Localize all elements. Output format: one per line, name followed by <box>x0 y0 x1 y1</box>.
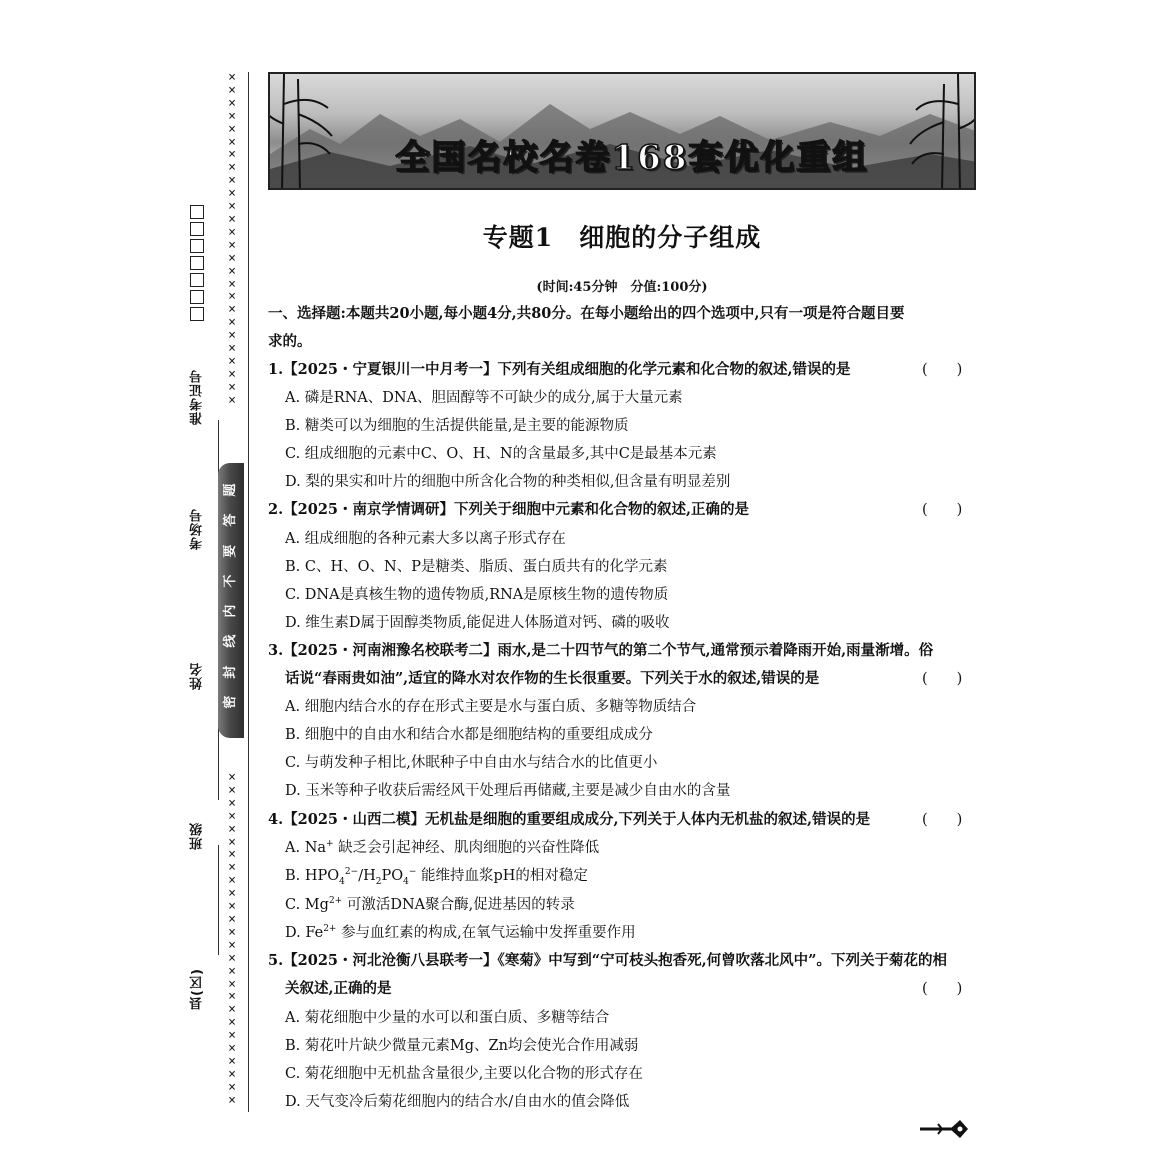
x-mark: × <box>228 795 236 811</box>
x-mark: × <box>228 1041 236 1057</box>
banner-title: 全国名校名卷168套优化重组 <box>395 138 869 178</box>
question-2-option-c: C. DNA是真核生物的遗传物质,RNA是原核生物的遗传物质 <box>285 587 669 603</box>
x-mark: × <box>228 121 236 137</box>
question-5-option-d: D. 天气变冷后菊花细胞内的结合水/自由水的值会降低 <box>285 1094 630 1110</box>
x-mark: × <box>228 302 236 318</box>
question-4-option-b: B. $HPO_4^{2-}/H_2PO_4^-$ 能维持血浆pH的相对稳定 <box>285 867 588 887</box>
x-mark: × <box>228 134 236 150</box>
x-mark: × <box>228 1066 236 1082</box>
field-label-exam-number: 准考证号 <box>190 369 205 425</box>
x-mark: × <box>228 108 236 124</box>
x-mark: × <box>228 847 236 863</box>
section-instructions: 一、选择题:本题共20小题,每小题4分,共80分。在每小题给出的四个选项中,只有一项是符合题目要 <box>268 305 905 322</box>
x-mark: × <box>228 392 236 408</box>
x-mark: × <box>228 379 236 395</box>
x-mark: × <box>228 366 236 382</box>
x-mark: × <box>228 147 236 163</box>
x-mark: × <box>228 237 236 253</box>
exam-meta: (时间:45分钟 分值:100分) <box>536 280 708 295</box>
x-mark: × <box>228 899 236 915</box>
question-1-stem: 1.【2025・宁夏银川一中月考一】下列有关组成细胞的化学元素和化合物的叙述,错误的是 <box>268 361 851 378</box>
question-5-option-b: B. 菊花叶片缺少微量元素Mg、Zn均会使光合作用减弱 <box>285 1038 639 1054</box>
page-ornament-icon <box>920 1118 970 1140</box>
question-5-option-c: C. 菊花细胞中无机盐含量很少,主要以化合物的形式存在 <box>285 1066 643 1082</box>
section-instructions-cont: 求的。 <box>268 333 312 350</box>
question-1-option-b: B. 糖类可以为细胞的生活提供能量,是主要的能源物质 <box>285 418 629 434</box>
question-4-option-a: A. Na+ 缺乏会引起神经、肌肉细胞的兴奋性降低 <box>285 839 600 856</box>
x-mark: × <box>228 341 236 357</box>
field-line-class <box>218 845 219 955</box>
x-mark: × <box>228 199 236 215</box>
x-mark: × <box>228 353 236 369</box>
question-4-option-d: D. $Fe^{2+}$ 参与血红素的构成,在氧气运输中发挥重要作用 <box>285 924 636 941</box>
field-label-county: 县(区) <box>190 968 205 1010</box>
x-mark: × <box>228 1002 236 1018</box>
question-4-stem: 4.【2025・山西二模】无机盐是细胞的重要组成成分,下列关于人体内无机盐的叙述,错误的是 <box>268 811 871 828</box>
answer-bracket[interactable]: ( ) <box>922 812 963 828</box>
question-2-option-d: D. 维生素D属于固醇类物质,能促进人体肠道对钙、磷的吸收 <box>285 615 670 631</box>
exam-number-boxes[interactable] <box>190 205 206 324</box>
question-1-option-a: A. 磷是RNA、DNA、胆固醇等不可缺少的成分,属于大量元素 <box>285 390 683 406</box>
question-1-option-c: C. 组成细胞的元素中C、O、H、N的含量最多,其中C是最基本元素 <box>285 446 717 462</box>
x-mark: × <box>228 186 236 202</box>
question-2-option-b: B. C、H、O、N、P是糖类、脂质、蛋白质共有的化学元素 <box>285 559 668 575</box>
x-mark: × <box>228 211 236 227</box>
x-mark: × <box>228 924 236 940</box>
x-mark: × <box>228 989 236 1005</box>
question-4-option-c: C. $Mg^{2+}$ 可激活DNA聚合酶,促进基因的转录 <box>285 896 575 913</box>
x-mark: × <box>228 976 236 992</box>
question-1-option-d: D. 梨的果实和叶片的细胞中所含化合物的种类相似,但含量有明显差别 <box>285 474 731 490</box>
margin-divider-line <box>248 72 249 1112</box>
x-mark: × <box>228 963 236 979</box>
x-mark-column-lower <box>224 772 240 1112</box>
x-mark: × <box>228 873 236 889</box>
x-mark: × <box>228 72 236 85</box>
x-mark: × <box>228 173 236 189</box>
question-2-option-a: A. 组成细胞的各种元素大多以离子形式存在 <box>285 531 566 547</box>
question-3-option-c: C. 与萌发种子相比,休眠种子中自由水与结合水的比值更小 <box>285 755 658 771</box>
x-mark: × <box>228 886 236 902</box>
x-mark: × <box>228 224 236 240</box>
x-mark: × <box>228 1015 236 1031</box>
x-mark: × <box>228 263 236 279</box>
field-label-room: 考场号 <box>190 508 205 550</box>
field-label-class: 班级 <box>190 822 205 850</box>
x-mark: × <box>228 808 236 824</box>
question-3-option-d: D. 玉米等种子收获后需经风干处理后再储藏,主要是减少自由水的含量 <box>285 783 731 799</box>
question-3-option-b: B. 细胞中的自由水和结合水都是细胞结构的重要组成成分 <box>285 727 653 743</box>
answer-bracket[interactable]: ( ) <box>922 502 963 518</box>
x-mark: × <box>228 821 236 837</box>
x-mark: × <box>228 1079 236 1095</box>
x-mark: × <box>228 250 236 266</box>
x-mark: × <box>228 1028 236 1044</box>
field-label-name: 姓名 <box>190 662 205 690</box>
x-mark-column-upper <box>224 72 240 417</box>
x-mark: × <box>228 315 236 331</box>
question-3-stem-cont: 话说“春雨贵如油”,适宜的降水对农作物的生长很重要。下列关于水的叙述,错误的是 <box>285 670 820 687</box>
x-mark: × <box>228 160 236 176</box>
x-mark: × <box>228 834 236 850</box>
x-mark: × <box>228 95 236 111</box>
x-mark: × <box>228 82 236 98</box>
x-mark: × <box>228 289 236 305</box>
question-2-stem: 2.【2025・南京学情调研】下列关于细胞中元素和化合物的叙述,正确的是 <box>268 501 750 518</box>
question-5-stem-cont: 关叙述,正确的是 <box>285 980 392 997</box>
answer-bracket[interactable]: ( ) <box>922 362 963 378</box>
x-mark: × <box>228 782 236 798</box>
x-mark: × <box>228 276 236 292</box>
x-mark: × <box>228 1053 236 1069</box>
answer-bracket[interactable]: ( ) <box>922 981 963 997</box>
x-mark: × <box>228 911 236 927</box>
seal-line-text: 题 答 要 不 内 线 封 密 <box>222 483 238 709</box>
question-5-option-a: A. 菊花细胞中少量的水可以和蛋白质、多糖等结合 <box>285 1010 610 1026</box>
x-mark: × <box>228 950 236 966</box>
x-mark: × <box>228 860 236 876</box>
answer-bracket[interactable]: ( ) <box>922 671 963 687</box>
question-5-stem: 5.【2025・河北沧衡八县联考一】《寒菊》中写到“宁可枝头抱香死,何曾吹落北风中”。下列关于菊花的相 <box>268 952 947 969</box>
x-mark: × <box>228 328 236 344</box>
page-title: 专题1 细胞的分子组成 <box>482 223 762 252</box>
question-3-option-a: A. 细胞内结合水的存在形式主要是水与蛋白质、多糖等物质结合 <box>285 699 697 715</box>
x-mark: × <box>228 1092 236 1108</box>
question-3-stem: 3.【2025・河南湘豫名校联考二】雨水,是二十四节气的第二个节气,通常预示着降雨开始,雨量渐增。俗 <box>268 642 934 659</box>
x-mark: × <box>228 937 236 953</box>
x-mark: × <box>228 772 236 785</box>
header-banner <box>268 72 976 190</box>
